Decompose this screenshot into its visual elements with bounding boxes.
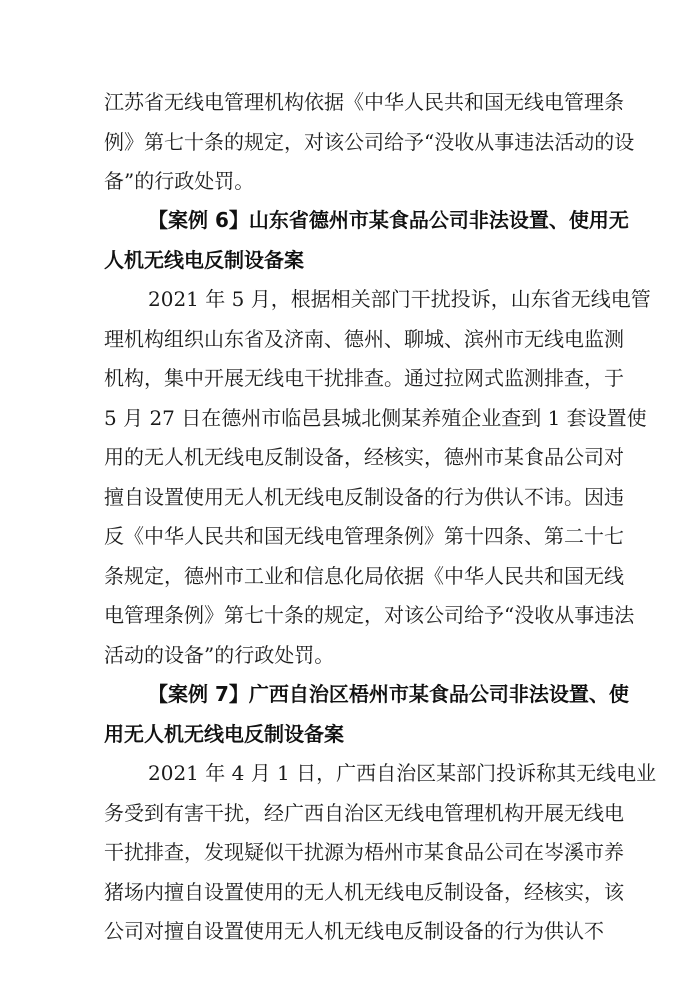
text-line: 公司对擅自设置使用无人机无线电反制设备的行为供认不 — [104, 919, 604, 943]
text-line: 2021 年 5 月，根据相关部门干扰投诉，山东省无线电管 — [148, 287, 651, 311]
text-line: 务受到有害干扰，经广西自治区无线电管理机构开展无线电 — [104, 801, 624, 825]
text-line: 5 月 27 日在德州市临邑县城北侧某养殖企业查到 1 套设置使 — [104, 406, 647, 430]
text-line: 理机构组织山东省及济南、德州、聊城、滨州市无线电监测 — [104, 327, 624, 351]
text-line: 2021 年 4 月 1 日，广西自治区某部门投诉称其无线电业 — [148, 761, 657, 785]
text-line: 例》第七十条的规定，对该公司给予“没收从事违法活动的设 — [104, 130, 635, 154]
text-line: 猪场内擅自设置使用的无人机无线电反制设备，经核实，该 — [104, 880, 624, 904]
case-heading-line: 【案例 7】广西自治区梧州市某食品公司非法设置、使 — [148, 682, 629, 706]
text-line: 用的无人机无线电反制设备，经核实，德州市某食品公司对 — [104, 445, 624, 469]
case-heading-line: 【案例 6】山东省德州市某食品公司非法设置、使用无 — [148, 208, 629, 232]
case-heading-line: 人机无线电反制设备案 — [104, 248, 304, 272]
text-line: 备”的行政处罚。 — [104, 169, 255, 193]
text-line: 活动的设备”的行政处罚。 — [104, 643, 335, 667]
text-line: 机构，集中开展无线电干扰排查。通过拉网式监测排查，于 — [104, 366, 624, 390]
text-line: 江苏省无线电管理机构依据《中华人民共和国无线电管理条 — [104, 90, 624, 114]
text-line: 干扰排查，发现疑似干扰源为梧州市某食品公司在岑溪市养 — [104, 840, 624, 864]
text-line: 电管理条例》第七十条的规定，对该公司给予“没收从事违法 — [104, 603, 635, 627]
text-line: 条规定，德州市工业和信息化局依据《中华人民共和国无线 — [104, 564, 624, 588]
text-line: 反《中华人民共和国无线电管理条例》第十四条、第二十七 — [104, 524, 624, 548]
case-heading-line: 用无人机无线电反制设备案 — [104, 722, 344, 746]
text-line: 擅自设置使用无人机无线电反制设备的行为供认不讳。因违 — [104, 485, 624, 509]
